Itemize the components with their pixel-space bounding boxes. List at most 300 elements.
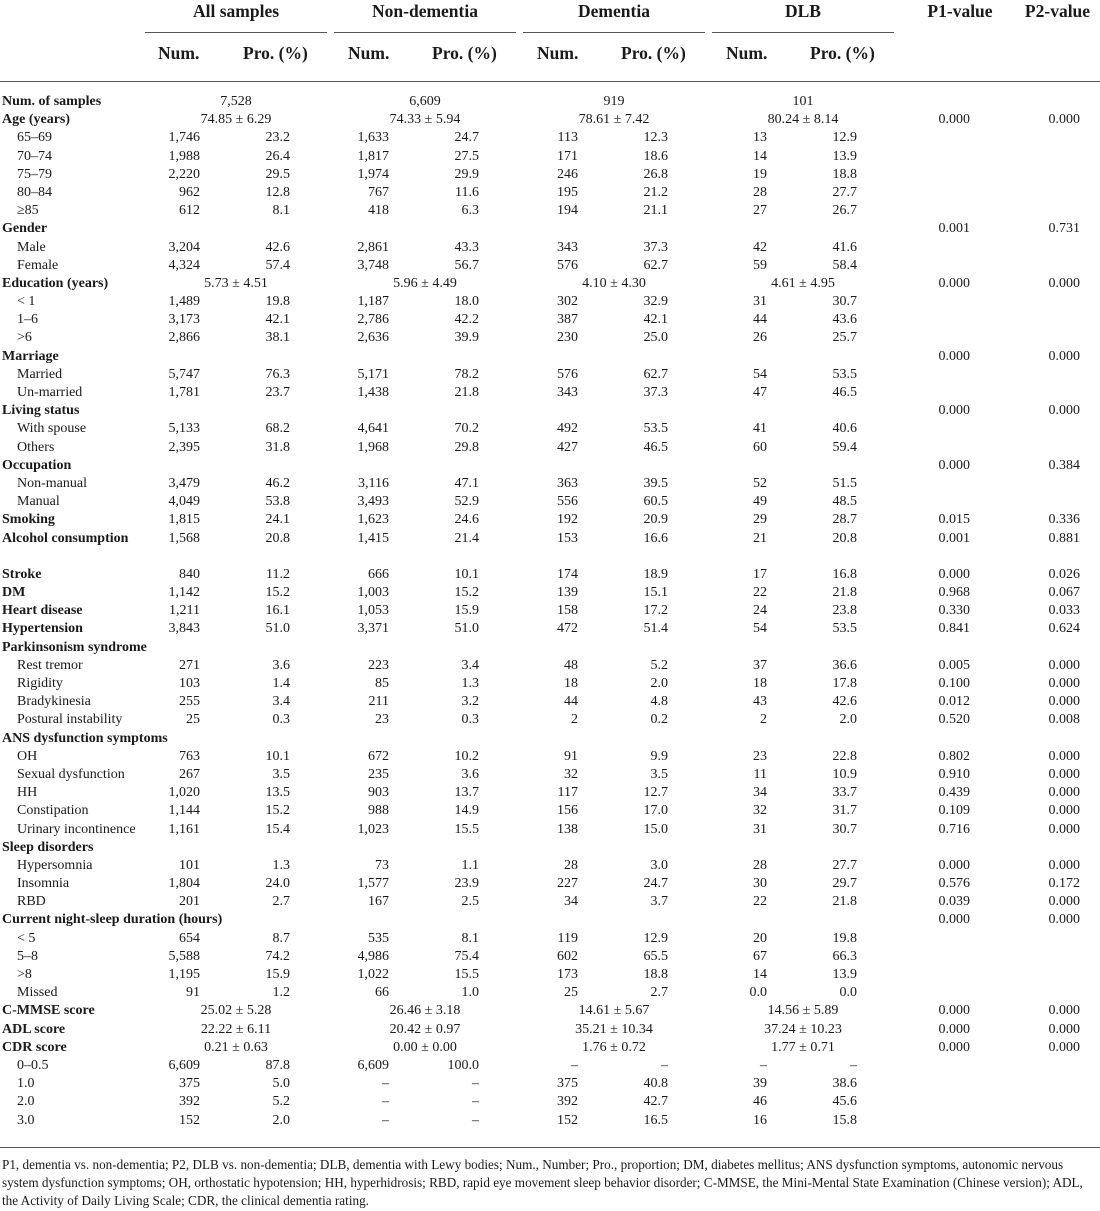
cell-all-pro: 2.7 — [272, 894, 290, 910]
cell-all-pro: 10.1 — [265, 748, 290, 764]
cell-dlb-num: 28 — [753, 184, 767, 200]
cell-all-num: 3,204 — [168, 239, 200, 255]
cell-dem-num: 153 — [557, 530, 578, 546]
cell-nondem-num: 211 — [368, 694, 389, 710]
cell-dlb-pro: 13.9 — [832, 148, 857, 164]
row-label: CDR score — [2, 1039, 67, 1055]
cell-nondem-pro: 21.8 — [454, 385, 479, 400]
cell-nondem-num: 535 — [368, 930, 389, 946]
cell-nondem-num: 4,641 — [357, 421, 389, 437]
cell-dem-num: 602 — [557, 948, 578, 964]
row-label: Postural instability — [17, 712, 123, 728]
cell-nondem-num: 167 — [368, 894, 389, 910]
cell-nondem-num: – — [382, 1094, 389, 1110]
row-label: RBD — [17, 894, 46, 910]
cell-nondem-num: 672 — [368, 748, 389, 764]
cell-dem-pro: 26.8 — [643, 166, 668, 182]
cell-nondem-num: 1,187 — [357, 294, 389, 310]
row-label: Female — [17, 257, 59, 273]
cell-nondem-num: 988 — [368, 803, 389, 819]
table-row — [0, 1093, 1100, 1111]
table-row — [0, 821, 1100, 839]
cell-dlb-num: 54 — [753, 621, 767, 637]
cell-nondem-pro: 70.2 — [454, 421, 479, 437]
cell-dlb-pro: 27.7 — [832, 857, 857, 873]
subheader-pro: Pro. (%) — [621, 43, 686, 63]
cell-dlb-pro: 0.0 — [839, 985, 857, 1001]
cell-all-num: 5,588 — [168, 948, 200, 964]
row-label: Alcohol consumption — [2, 530, 129, 546]
cell-p2-value: 0.000 — [1048, 785, 1080, 801]
cell-all-pro: 8.7 — [272, 930, 290, 946]
cell-nondem-pro: – — [472, 1112, 479, 1128]
cell-dem-num: 119 — [557, 930, 578, 946]
cell-mean-sd: 4.61 ± 4.95 — [771, 275, 835, 291]
cell-dem-num: 492 — [557, 421, 578, 437]
cell-dem-num: 387 — [557, 312, 578, 328]
row-label: ADL score — [2, 1021, 66, 1037]
row-label: Sleep disorders — [2, 839, 94, 855]
cell-p1-value: 0.576 — [938, 876, 970, 892]
row-label: Constipation — [17, 803, 89, 819]
row-label: Gender — [2, 221, 48, 237]
table-row — [0, 148, 1100, 166]
cell-all-pro: 3.6 — [272, 657, 290, 673]
cell-mean-sd: 919 — [603, 94, 625, 109]
row-label: 2.0 — [17, 1094, 35, 1110]
cell-all-pro: 16.1 — [265, 603, 290, 619]
cell-p2-value: 0.000 — [1048, 912, 1080, 928]
cell-nondem-num: 1,623 — [357, 512, 389, 528]
subheader-pro: Pro. (%) — [810, 43, 875, 63]
cell-nondem-num: 1,053 — [357, 603, 389, 619]
cell-dem-num: 576 — [557, 257, 578, 273]
table-row — [0, 166, 1100, 184]
cell-dem-pro: 25.0 — [643, 330, 668, 346]
cell-all-num: 5,747 — [168, 366, 200, 382]
cell-dlb-pro: 10.9 — [832, 766, 857, 782]
cell-dlb-num: 37 — [753, 657, 767, 673]
cell-nondem-num: 235 — [368, 766, 389, 782]
cell-dem-pro: 42.7 — [643, 1094, 668, 1110]
cell-nondem-pro: 27.5 — [454, 148, 479, 164]
cell-dem-num: 174 — [557, 566, 578, 582]
cell-nondem-pro: 3.2 — [461, 694, 479, 710]
cell-nondem-pro: 15.9 — [454, 603, 479, 619]
row-label: 75–79 — [17, 166, 52, 182]
cell-p1-value: 0.000 — [938, 112, 970, 128]
cell-all-num: 1,804 — [168, 876, 200, 892]
subheader-pro: Pro. (%) — [243, 43, 308, 63]
row-label: Missed — [17, 985, 58, 1001]
cell-dlb-num: 30 — [753, 876, 767, 892]
cell-dlb-num: 67 — [753, 948, 767, 964]
cell-nondem-num: 903 — [368, 785, 389, 801]
row-label: Manual — [17, 494, 60, 510]
table-row — [0, 511, 1100, 529]
cell-nondem-pro: – — [472, 1076, 479, 1092]
table-row — [0, 402, 1100, 420]
cell-all-num: 654 — [179, 930, 200, 946]
cell-dem-num: 194 — [557, 203, 578, 219]
cell-p1-value: 0.000 — [938, 912, 970, 928]
row-label: Marriage — [2, 348, 59, 364]
cell-nondem-num: 2,636 — [357, 330, 389, 346]
cell-all-num: 1,211 — [169, 603, 200, 619]
cell-p2-value: 0.033 — [1048, 603, 1080, 619]
cell-nondem-pro: 23.9 — [454, 876, 479, 892]
cell-nondem-pro: – — [472, 1094, 479, 1110]
cell-dem-num: 472 — [557, 621, 578, 637]
table-row — [0, 584, 1100, 602]
cell-dem-pro: 15.1 — [643, 585, 668, 601]
table-body — [0, 93, 1100, 1130]
cell-p1-value: 0.841 — [938, 621, 970, 637]
cell-all-num: 271 — [179, 657, 200, 673]
row-label: Current night-sleep duration (hours) — [2, 912, 223, 928]
cell-p2-value: 0.000 — [1048, 403, 1080, 419]
table-row — [0, 784, 1100, 802]
cell-dlb-pro: 25.7 — [832, 330, 857, 346]
cell-nondem-pro: 1.1 — [461, 857, 479, 873]
cell-dlb-pro: 51.5 — [832, 475, 857, 491]
cell-nondem-num: 3,116 — [358, 475, 389, 491]
cell-nondem-pro: 47.1 — [454, 475, 479, 491]
cell-dem-pro: 18.6 — [643, 148, 668, 164]
cell-dlb-num: 28 — [753, 857, 767, 873]
cell-all-pro: 23.2 — [265, 130, 290, 146]
table-row — [0, 984, 1100, 1002]
cell-nondem-num: – — [382, 1112, 389, 1128]
cell-all-pro: 46.2 — [265, 475, 290, 491]
cell-dlb-num: 14 — [753, 148, 767, 164]
cell-mean-sd: 14.56 ± 5.89 — [767, 1003, 839, 1019]
cell-all-num: 5,133 — [168, 421, 200, 437]
table-row — [0, 966, 1100, 984]
cell-dem-pro: 51.4 — [643, 621, 668, 637]
cell-dem-num: 91 — [564, 748, 578, 764]
cell-dlb-pro: 29.7 — [832, 876, 857, 892]
cell-p2-value: 0.172 — [1048, 876, 1080, 892]
cell-nondem-num: 767 — [368, 184, 389, 200]
cell-nondem-num: 1,438 — [357, 385, 389, 400]
cell-all-num: 255 — [179, 694, 200, 710]
cell-dem-num: 28 — [564, 857, 578, 873]
cell-all-pro: 24.0 — [265, 876, 290, 892]
cell-all-num: 201 — [179, 894, 200, 910]
cell-dlb-pro: – — [850, 1057, 857, 1073]
cell-nondem-pro: 52.9 — [454, 494, 479, 510]
cell-dem-pro: 15.0 — [643, 821, 668, 837]
cell-p2-value: 0.000 — [1048, 694, 1080, 710]
cell-nondem-num: 223 — [368, 657, 389, 673]
table-row — [0, 657, 1100, 675]
cell-mean-sd: 1.77 ± 0.71 — [771, 1039, 835, 1055]
group-underline — [712, 32, 894, 33]
cell-nondem-pro: 10.1 — [454, 566, 479, 582]
cell-dem-pro: 18.8 — [643, 967, 668, 983]
cell-nondem-pro: 24.6 — [454, 512, 479, 528]
cell-all-pro: 19.8 — [265, 294, 290, 310]
row-label: With spouse — [17, 421, 87, 437]
cell-dlb-pro: 53.5 — [832, 621, 857, 637]
cell-p2-value: 0.000 — [1048, 1021, 1080, 1037]
cell-nondem-num: 3,371 — [357, 621, 389, 637]
cell-dlb-num: – — [760, 1057, 767, 1073]
cell-all-num: 1,020 — [168, 785, 200, 801]
cell-dlb-num: 0.0 — [749, 985, 767, 1001]
cell-dlb-num: 46 — [753, 1094, 767, 1110]
cell-nondem-num: 3,748 — [357, 257, 389, 273]
table-row — [0, 911, 1100, 929]
cell-dlb-num: 22 — [753, 585, 767, 601]
cell-dem-num: 427 — [557, 439, 578, 455]
cell-p2-value: 0.026 — [1048, 566, 1080, 582]
table-row — [0, 384, 1100, 402]
table-row — [0, 348, 1100, 366]
row-label: 5–8 — [17, 948, 38, 964]
cell-all-pro: 15.2 — [265, 585, 290, 601]
cell-all-pro: 29.5 — [265, 166, 290, 182]
cell-dlb-pro: 46.5 — [832, 385, 857, 400]
cell-p2-value: 0.881 — [1048, 530, 1080, 546]
cell-all-num: 1,781 — [168, 385, 200, 400]
cell-dem-pro: 16.5 — [643, 1112, 668, 1128]
cell-nondem-num: 1,633 — [357, 130, 389, 146]
table-row — [0, 420, 1100, 438]
row-label: 3.0 — [17, 1112, 35, 1128]
cell-dlb-num: 32 — [753, 803, 767, 819]
cell-dlb-pro: 42.6 — [832, 694, 857, 710]
cell-dem-num: 113 — [557, 130, 578, 146]
cell-all-pro: 15.4 — [265, 821, 290, 837]
table-row — [0, 802, 1100, 820]
cell-p1-value: 0.015 — [938, 512, 970, 528]
cell-dem-pro: 12.3 — [643, 130, 668, 146]
table-row — [0, 1039, 1100, 1057]
cell-all-pro: 12.8 — [265, 184, 290, 200]
cell-all-pro: 42.6 — [265, 239, 290, 255]
row-label: >8 — [17, 967, 32, 983]
cell-dlb-pro: 16.8 — [832, 566, 857, 582]
cell-dem-num: 576 — [557, 366, 578, 382]
cell-dlb-pro: 33.7 — [832, 785, 857, 801]
group-header-all-samples: All samples — [192, 1, 280, 21]
cell-all-num: 1,568 — [168, 530, 200, 546]
cell-nondem-pro: 75.4 — [454, 948, 479, 964]
cell-dlb-num: 39 — [753, 1076, 767, 1092]
cell-dlb-num: 34 — [753, 785, 767, 801]
cell-dlb-pro: 21.8 — [832, 894, 857, 910]
cell-mean-sd: 74.85 ± 6.29 — [200, 112, 272, 128]
row-label: Num. of samples — [2, 94, 102, 109]
cell-dem-pro: 65.5 — [643, 948, 668, 964]
cell-dem-num: 343 — [557, 385, 578, 400]
cell-p1-value: 0.039 — [938, 894, 970, 910]
cell-dlb-num: 13 — [753, 130, 767, 146]
cell-dlb-pro: 66.3 — [832, 948, 857, 964]
row-label: Smoking — [2, 512, 55, 528]
cell-dem-pro: 37.3 — [643, 239, 668, 255]
cell-all-pro: 11.2 — [266, 566, 290, 582]
cell-all-num: 2,395 — [168, 439, 200, 455]
cell-all-num: 3,173 — [168, 312, 200, 328]
cell-all-pro: 51.0 — [265, 621, 290, 637]
group-underline — [523, 32, 705, 33]
cell-nondem-num: 418 — [368, 203, 389, 219]
cell-dlb-num: 27 — [753, 203, 767, 219]
cell-all-pro: 15.2 — [265, 803, 290, 819]
cell-dlb-pro: 23.8 — [832, 603, 857, 619]
cell-dlb-pro: 13.9 — [832, 967, 857, 983]
cell-dem-num: 44 — [564, 694, 578, 710]
cell-nondem-pro: 11.6 — [455, 184, 479, 200]
cell-dlb-pro: 18.8 — [832, 166, 857, 182]
cell-dlb-num: 23 — [753, 748, 767, 764]
cell-dem-num: 230 — [557, 330, 578, 346]
cell-nondem-num: – — [382, 1076, 389, 1092]
cell-p1-value: 0.005 — [938, 657, 970, 673]
row-label: Sexual dysfunction — [17, 766, 125, 782]
cell-nondem-num: 5,171 — [357, 366, 389, 382]
cell-dlb-pro: 19.8 — [832, 930, 857, 946]
cell-all-num: 1,988 — [168, 148, 200, 164]
row-label: ANS dysfunction symptoms — [2, 730, 168, 746]
cell-dlb-pro: 28.7 — [832, 512, 857, 528]
cell-dlb-pro: 36.6 — [832, 657, 857, 673]
cell-all-num: 1,195 — [168, 967, 200, 983]
cell-p1-value: 0.716 — [938, 821, 970, 837]
cell-nondem-pro: 15.5 — [454, 967, 479, 983]
row-label: Urinary incontinence — [17, 821, 136, 837]
cell-all-pro: 26.4 — [265, 148, 290, 164]
cell-mean-sd: 101 — [792, 94, 814, 109]
cell-all-num: 103 — [179, 676, 200, 692]
cell-dlb-pro: 20.8 — [832, 530, 857, 546]
table-row — [0, 711, 1100, 729]
cell-nondem-pro: 24.7 — [454, 130, 479, 146]
subheader-num: Num. — [726, 43, 768, 63]
cell-dem-pro: 2.7 — [650, 985, 668, 1001]
cell-p2-value: 0.000 — [1048, 1039, 1080, 1055]
row-label: Occupation — [2, 457, 72, 473]
cell-nondem-pro: 8.1 — [461, 930, 479, 946]
cell-dem-pro: 5.2 — [650, 657, 668, 673]
cell-nondem-num: 3,493 — [357, 494, 389, 510]
cell-dem-num: 156 — [557, 803, 578, 819]
cell-dlb-num: 21 — [753, 530, 767, 546]
subheader-num: Num. — [348, 43, 390, 63]
cell-dem-num: 227 — [557, 876, 578, 892]
cell-all-num: 267 — [179, 766, 200, 782]
cell-nondem-pro: 78.2 — [454, 366, 479, 382]
cell-p1-value: 0.000 — [938, 1021, 970, 1037]
table-row — [0, 839, 1100, 857]
row-label: Insomnia — [17, 876, 70, 892]
cell-all-pro: 1.2 — [272, 985, 290, 1001]
cell-nondem-pro: 0.3 — [461, 712, 479, 728]
cell-all-pro: 3.5 — [272, 766, 290, 782]
cell-all-pro: 57.4 — [265, 257, 290, 273]
cell-all-num: 3,843 — [168, 621, 200, 637]
cell-p1-value: 0.520 — [938, 712, 970, 728]
cell-all-num: 4,324 — [168, 257, 200, 273]
cell-dlb-num: 16 — [753, 1112, 767, 1128]
cell-nondem-num: 66 — [375, 985, 389, 1001]
cell-all-num: 1,489 — [168, 294, 200, 310]
row-label: Age (years) — [2, 112, 71, 128]
cell-dem-num: 302 — [557, 294, 578, 310]
cell-nondem-num: 2,786 — [357, 312, 389, 328]
cell-dlb-pro: 48.5 — [832, 494, 857, 510]
cell-p2-value: 0.336 — [1048, 512, 1080, 528]
cell-p2-value: 0.000 — [1048, 275, 1080, 291]
cell-dlb-num: 31 — [753, 294, 767, 310]
cell-dlb-num: 60 — [753, 439, 767, 455]
bottom-rule — [0, 1147, 1100, 1148]
cell-all-num: 3,479 — [168, 475, 200, 491]
cell-all-num: 4,049 — [168, 494, 200, 510]
cell-dlb-pro: 53.5 — [832, 366, 857, 382]
cell-nondem-num: 6,609 — [357, 1057, 389, 1073]
table-row — [0, 1021, 1100, 1039]
row-label: OH — [17, 748, 38, 764]
cell-dlb-pro: 2.0 — [839, 712, 857, 728]
table-row — [0, 748, 1100, 766]
row-label: C-MMSE score — [2, 1003, 95, 1019]
row-label: Bradykinesia — [17, 694, 91, 710]
cell-dem-pro: 3.0 — [650, 857, 668, 873]
p1-header: P1-value — [927, 1, 993, 21]
table-row — [0, 366, 1100, 384]
cell-dlb-num: 18 — [753, 676, 767, 692]
cell-p1-value: 0.001 — [938, 221, 970, 237]
cell-all-pro: 8.1 — [272, 203, 290, 219]
cell-all-pro: 76.3 — [265, 366, 290, 382]
cell-nondem-pro: 13.7 — [454, 785, 479, 801]
cell-dlb-pro: 15.8 — [832, 1112, 857, 1128]
row-label: Parkinsonism syndrome — [2, 639, 147, 655]
cell-p2-value: 0.008 — [1048, 712, 1080, 728]
table-row — [0, 730, 1100, 748]
cell-nondem-num: 2,861 — [357, 239, 389, 255]
cell-dem-num: 363 — [557, 475, 578, 491]
cell-all-pro: 5.0 — [272, 1076, 290, 1092]
cell-p1-value: 0.910 — [938, 766, 970, 782]
cell-nondem-pro: 29.8 — [454, 439, 479, 455]
cell-all-pro: 0.3 — [272, 712, 290, 728]
cell-dlb-pro: 38.6 — [832, 1076, 857, 1092]
cell-p2-value: 0.624 — [1048, 621, 1080, 637]
group-underline — [334, 32, 516, 33]
cell-dlb-num: 52 — [753, 475, 767, 491]
cell-dem-pro: 3.7 — [650, 894, 668, 910]
table-row — [0, 639, 1100, 657]
cell-nondem-num: 1,415 — [357, 530, 389, 546]
cell-dlb-pro: 59.4 — [832, 439, 857, 455]
cell-nondem-pro: 14.9 — [454, 803, 479, 819]
table-row — [0, 1075, 1100, 1093]
cell-nondem-pro: 1.0 — [461, 985, 479, 1001]
row-label: ≥85 — [17, 203, 39, 219]
cell-mean-sd: 25.02 ± 5.28 — [200, 1003, 272, 1019]
cell-nondem-num: 1,577 — [357, 876, 389, 892]
cell-dem-pro: 60.5 — [643, 494, 668, 510]
cell-p1-value: 0.000 — [938, 1003, 970, 1019]
cell-all-pro: 2.0 — [272, 1112, 290, 1128]
cell-nondem-pro: 3.4 — [461, 657, 479, 673]
cell-all-num: 6,609 — [168, 1057, 200, 1073]
